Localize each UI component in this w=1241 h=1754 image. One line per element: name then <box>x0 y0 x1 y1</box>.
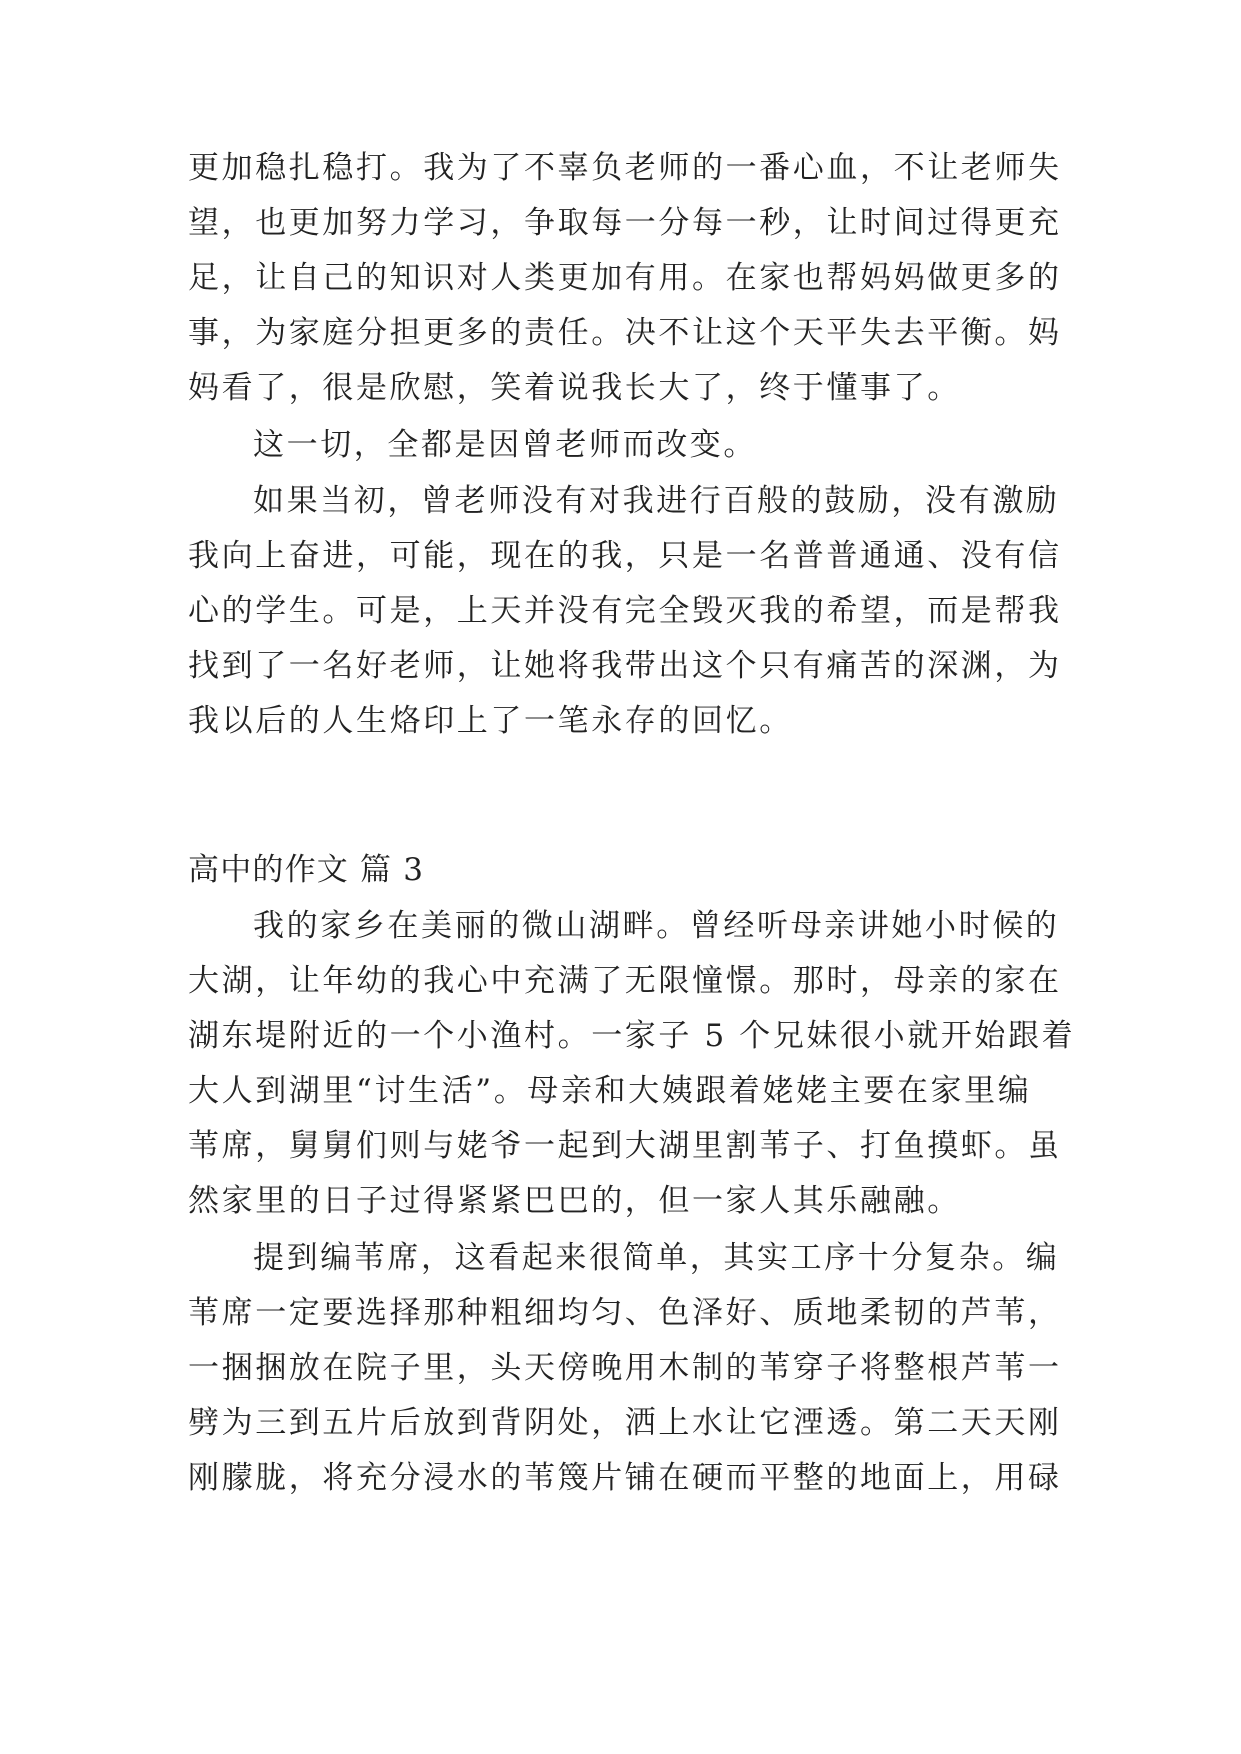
paragraph-line: 我向上奋进，可能，现在的我，只是一名普普通通、没有信 <box>188 538 1062 574</box>
paragraph-line: 找到了一名好老师，让她将我带出这个只有痛苦的深渊，为 <box>188 648 1062 684</box>
paragraph-line: 这一切，全都是因曾老师而改变。 <box>253 427 757 463</box>
paragraph-line: 大湖，让年幼的我心中充满了无限憧憬。那时，母亲的家在 <box>188 963 1062 999</box>
paragraph-line: 提到编苇席，这看起来很简单，其实工序十分复杂。编 <box>253 1240 1060 1276</box>
paragraph-line: 心的学生。可是，上天并没有完全毁灭我的希望，而是帮我 <box>188 593 1062 629</box>
paragraph-line: 望，也更加努力学习，争取每一分每一秒，让时间过得更充 <box>188 205 1062 241</box>
paragraph-line: 大人到湖里“讨生活”。母亲和大姨跟着姥姥主要在家里编 <box>188 1073 1032 1109</box>
paragraph-line: 劈为三到五片后放到背阴处，洒上水让它湮透。第二天天刚 <box>188 1405 1062 1441</box>
paragraph-line: 足，让自己的知识对人类更加有用。在家也帮妈妈做更多的 <box>188 260 1062 296</box>
paragraph-line: 湖东堤附近的一个小渔村。一家子 5 个兄妹很小就开始跟着 <box>188 1018 1076 1054</box>
paragraph-line: 苇席一定要选择那种粗细均匀、色泽好、质地柔韧的芦苇， <box>188 1295 1062 1331</box>
paragraph-line: 我以后的人生烙印上了一笔永存的回忆。 <box>188 703 793 739</box>
paragraph-line: 苇席，舅舅们则与姥爷一起到大湖里割苇子、打鱼摸虾。虽 <box>188 1128 1062 1164</box>
paragraph-line: 刚朦胧，将充分浸水的苇篾片铺在硬而平整的地面上，用碌 <box>188 1460 1062 1496</box>
section-heading: 高中的作文 篇 3 <box>188 852 425 888</box>
paragraph-line: 妈看了，很是欣慰，笑着说我长大了，终于懂事了。 <box>188 370 961 406</box>
paragraph-line: 一捆捆放在院子里，头天傍晚用木制的苇穿子将整根芦苇一 <box>188 1350 1062 1386</box>
paragraph-line: 如果当初，曾老师没有对我进行百般的鼓励，没有激励 <box>253 483 1060 519</box>
paragraph-line: 事，为家庭分担更多的责任。决不让这个天平失去平衡。妈 <box>188 315 1062 351</box>
paragraph-line: 我的家乡在美丽的微山湖畔。曾经听母亲讲她小时候的 <box>253 908 1060 944</box>
paragraph-line: 更加稳扎稳打。我为了不辜负老师的一番心血，不让老师失 <box>188 150 1062 186</box>
paragraph-line: 然家里的日子过得紧紧巴巴的，但一家人其乐融融。 <box>188 1183 961 1219</box>
